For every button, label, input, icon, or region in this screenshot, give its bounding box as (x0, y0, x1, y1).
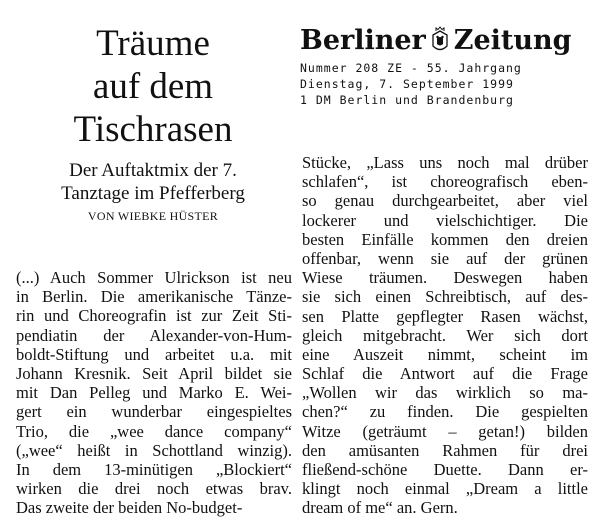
article-text-line: Witze (geträumt – getan!) bilden (302, 421, 588, 441)
issue-date: Dienstag, 7. September 1999 (300, 77, 514, 91)
article-byline: VON WIEBKE HÜSTER (87, 209, 219, 223)
logo-word-left: Berliner (300, 25, 426, 56)
article-body-left-column (16, 268, 292, 517)
article-text-line: chen?“ zu finden. Die gespielten (302, 402, 588, 422)
article-text-line: klingt noch einmal „Dream a little (302, 479, 588, 499)
issue-number: Nummer 208 ZE - 55. Jahrgang (300, 61, 522, 75)
article-subhead (14, 159, 292, 205)
article-text-line: („wee“ heißt in Schottland winzig). (16, 440, 292, 460)
article-text-line: mit Dan Pelleg und Marko E. Wei- (16, 383, 292, 403)
article-text-line: Schlaf die Antwort auf die Frage (302, 364, 588, 384)
article-text-line: fließend-schöne Duette. Dann er- (302, 460, 588, 479)
article-text-line: offenbar, wenn sie auf der grünen (302, 248, 588, 268)
article-text-line: „Wollen wir das wirklich so ma- (302, 383, 588, 403)
article-text-line: eine Auszeit nimmt, scheint im (302, 344, 588, 364)
article-text-line: sen Platte gepflegter Rasen wächst, (302, 306, 588, 326)
logo-word-right: Zeitung (453, 25, 572, 56)
article-text-line: (...) Auch Sommer Ulrickson ist neu (16, 268, 292, 287)
article-text-line: in Berlin. Die amerikanische Tänze- (16, 287, 292, 307)
article-text-line: dream of me“ an. Gern. (302, 498, 458, 518)
article-headline (14, 22, 292, 151)
article-text-line: rin und Choreografin ist zur Zeit Sti- (16, 306, 292, 326)
article-text-line: Das zweite der beiden No-budget- (16, 498, 243, 518)
article-text-line: so genau durchgearbeitet, aber viel (302, 191, 588, 211)
article-text-line: pendiatin der Alexander-von-Hum- (16, 325, 292, 345)
headline-line: Tischrasen (73, 109, 233, 150)
article-text-line: sie sich einen Schreibtisch, auf des- (302, 287, 588, 307)
article-text-line: gert ein wunderbar eingespieltes (16, 402, 292, 422)
article-text-line: Wiese träumen. Deswegen haben (302, 268, 588, 288)
article-text-line: In dem 13-minütigen „Blockiert“ (16, 459, 292, 479)
bear-crest-icon (429, 26, 451, 56)
article-text-line: lockerer und vielschichtiger. Die (302, 210, 588, 230)
article-text-line: boldt-Stiftung und arbeitet u.a. mit (16, 344, 292, 364)
article-text-line: Johann Kresnik. Seit April bildet sie (16, 363, 292, 383)
headline-block (14, 22, 292, 224)
article-text-line: besten Einfälle kommen den dreien (302, 229, 588, 249)
newspaper-logo (300, 22, 590, 60)
headline-line: auf dem (92, 66, 214, 107)
headline-line: Träume (96, 23, 210, 64)
subhead-line: Tanztage im Pfefferberg (61, 183, 245, 204)
issue-price: 1 DM Berlin und Brandenburg (300, 93, 514, 107)
article-text-line: wirken die drei noch etwas brav. (16, 479, 292, 499)
subhead-line: Der Auftaktmix der 7. (69, 160, 237, 181)
article-body-right-column (302, 153, 588, 518)
article-text-line: schlafen“, ist choreografisch eben- (302, 172, 588, 192)
article-text-line: den amüsanten Rahmen für drei (302, 440, 588, 460)
article-text-line: Trio, die „wee dance company“ (16, 421, 292, 441)
article-text-line: Stücke, „Lass uns noch mal drüber (302, 153, 588, 172)
article-text-line: gleich mitgebracht. Wer sich dort (302, 325, 588, 345)
newspaper-masthead (300, 22, 590, 108)
